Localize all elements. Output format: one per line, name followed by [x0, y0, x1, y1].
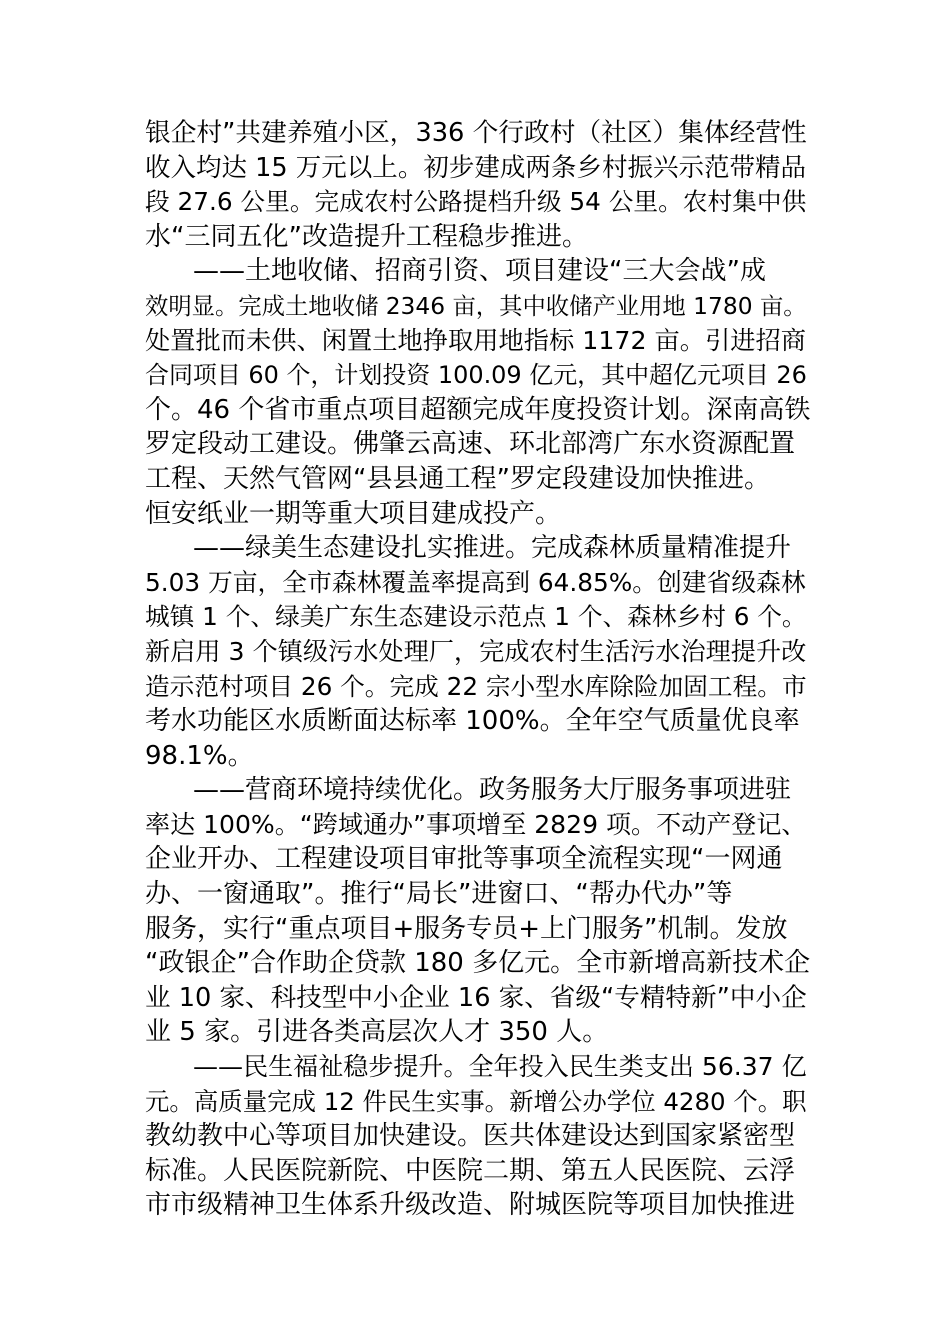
text-line: 处置批而未供、闲置土地挣取用地指标 1172 亩。引进招商: [145, 325, 807, 355]
paragraph-first-line: ——绿美生态建设扎实推进。完成森林质量精准提升: [193, 533, 792, 564]
text-line: 恒安纸业一期等重大项目建成投产。: [145, 498, 562, 529]
text-line: 企业开办、工程建设项目审批等事项全流程实现“一网通: [145, 844, 783, 875]
text-line: 考水功能区水质断面达标率 100%。全年空气质量优良率: [145, 706, 800, 737]
text-line: 元。高质量完成 12 件民生实事。新增公办学位 4280 个。职: [145, 1086, 807, 1116]
text-line: 罗定段动工建设。佛肇云高速、环北部湾广东水资源配置: [145, 429, 796, 460]
text-line: 段 27.6 公里。完成农村公路提档升级 54 公里。农村集中供: [145, 187, 807, 217]
text-line: 工程、天然气管网“县县通工程”罗定段建设加快推进。: [145, 463, 770, 494]
text-line: 水“三同五化”改造提升工程稳步推进。: [145, 221, 588, 252]
text-line: 业 5 家。引进各类高层次人才 350 人。: [145, 1017, 609, 1048]
text-line: 造示范村项目 26 个。完成 22 宗小型水库除险加固工程。市: [145, 671, 807, 701]
text-line: 服务，实行“重点项目+服务专员+上门服务”机制。发放: [145, 913, 788, 944]
text-line: 98.1%。: [145, 740, 254, 771]
text-line: 率达 100%。“跨域通办”事项增至 2829 项。不动产登记、: [145, 809, 807, 839]
text-line: 标准。人民医院新院、中医院二期、第五人民医院、云浮: [145, 1155, 796, 1186]
text-line: 办、一窗通取”。推行“局长”进窗口、“帮办代办”等: [145, 879, 733, 910]
text-line: “政银企”合作助企贷款 180 多亿元。全市新增高新技术企: [145, 948, 811, 979]
paragraph-first-line: ——民生福祉稳步提升。全年投入民生类支出 56.37 亿: [193, 1052, 807, 1082]
text-line: 5.03 万亩，全市森林覆盖率提高到 64.85%。创建省级森林: [145, 567, 806, 597]
text-line: 教幼教中心等项目加快建设。医共体建设达到国家紧密型: [145, 1121, 796, 1152]
text-line: 市市级精神卫生体系升级改造、附城医院等项目加快推进: [145, 1190, 796, 1221]
text-line: 收入均达 15 万元以上。初步建成两条乡村振兴示范带精品: [145, 152, 807, 183]
text-line: 新启用 3 个镇级污水处理厂，完成农村生活污水治理提升改: [145, 636, 807, 666]
text-line: 效明显。完成土地收储 2346 亩，其中收储产业用地 1780 亩。: [145, 291, 807, 320]
paragraph-first-line: ——营商环境持续优化。政务服务大厅服务事项进驻: [193, 775, 792, 806]
text-line: 业 10 家、科技型中小企业 16 家、省级“专精特新”中小企: [145, 982, 807, 1013]
text-line: 银企村”共建养殖小区，336 个行政村（社区）集体经营性: [145, 118, 807, 148]
text-line: 城镇 1 个、绿美广东生态建设示范点 1 个、森林乡村 6 个。: [145, 602, 807, 632]
document-body: [145, 116, 810, 1223]
text-line: 合同项目 60 个，计划投资 100.09 亿元，其中超亿元项目 26: [145, 361, 807, 390]
paragraph-first-line: ——土地收储、招商引资、项目建设“三大会战”成: [193, 256, 766, 287]
text-line: 个。46 个省市重点项目超额完成年度投资计划。深南高铁: [145, 394, 811, 425]
